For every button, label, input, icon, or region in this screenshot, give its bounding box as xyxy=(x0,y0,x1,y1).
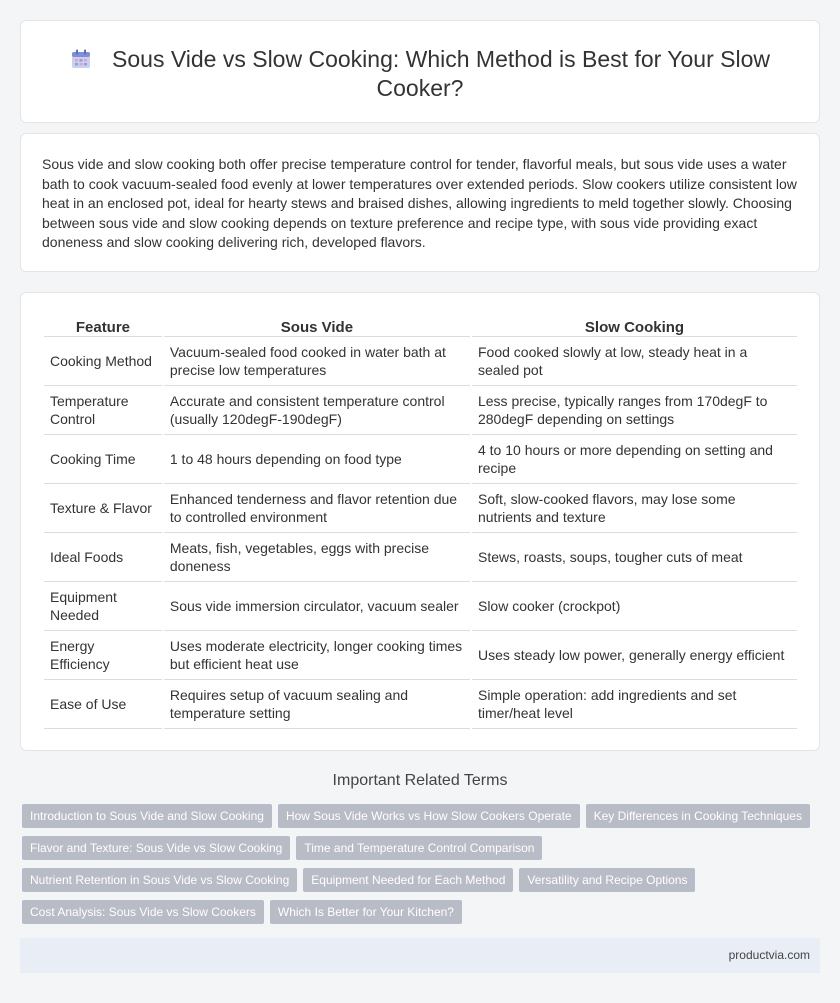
comparison-table-card xyxy=(20,292,820,751)
related-term-tag[interactable]: Nutrient Retention in Sous Vide vs Slow Cooking xyxy=(22,868,297,892)
page-title: Sous Vide vs Slow Cooking: Which Method is Best for Your Slow Cooker? xyxy=(112,46,770,101)
sous-vide-cell: Vacuum-sealed food cooked in water bath at precise low temperatures xyxy=(164,337,470,386)
table-row xyxy=(44,435,797,484)
feature-cell: Ideal Foods xyxy=(44,533,162,582)
sous-vide-cell: 1 to 48 hours depending on food type xyxy=(164,435,470,484)
feature-cell: Equipment Needed xyxy=(44,582,162,631)
sous-vide-cell: Meats, fish, vegetables, eggs with precise doneness xyxy=(164,533,470,582)
related-term-tag[interactable]: Key Differences in Cooking Techniques xyxy=(586,804,810,828)
table-row xyxy=(44,533,797,582)
table-row xyxy=(44,631,797,680)
related-term-tag[interactable]: Cost Analysis: Sous Vide vs Slow Cookers xyxy=(22,900,264,924)
header-slow-cooking: Slow Cooking xyxy=(472,313,797,337)
slow-cooking-cell: Slow cooker (crockpot) xyxy=(472,582,797,631)
footer-site-link[interactable]: productvia.com xyxy=(728,948,810,962)
sous-vide-cell: Uses moderate electricity, longer cooking times but efficient heat use xyxy=(164,631,470,680)
feature-cell: Texture & Flavor xyxy=(44,484,162,533)
related-term-tag[interactable]: Versatility and Recipe Options xyxy=(519,868,695,892)
sous-vide-cell: Requires setup of vacuum sealing and temperature setting xyxy=(164,680,470,729)
tag-row xyxy=(22,836,822,868)
table-row xyxy=(44,386,797,435)
table-row xyxy=(44,337,797,386)
intro-card xyxy=(20,133,820,272)
slow-cooking-cell: Uses steady low power, generally energy efficient xyxy=(472,631,797,680)
tag-row xyxy=(22,868,822,900)
feature-cell: Energy Efficiency xyxy=(44,631,162,680)
comparison-table xyxy=(42,313,799,729)
slow-cooking-cell: Less precise, typically ranges from 170degF to 280degF depending on settings xyxy=(472,386,797,435)
feature-cell: Cooking Time xyxy=(44,435,162,484)
header-card xyxy=(20,20,820,123)
related-term-tag[interactable]: Equipment Needed for Each Method xyxy=(303,868,513,892)
related-term-tag[interactable]: Time and Temperature Control Comparison xyxy=(296,836,542,860)
sous-vide-cell: Enhanced tenderness and flavor retention due to controlled environment xyxy=(164,484,470,533)
slow-cooking-cell: Soft, slow-cooked flavors, may lose some nutrients and texture xyxy=(472,484,797,533)
related-term-tag[interactable]: Flavor and Texture: Sous Vide vs Slow Cooking xyxy=(22,836,290,860)
slow-cooking-cell: Stews, roasts, soups, tougher cuts of meat xyxy=(472,533,797,582)
related-term-tag[interactable]: Which Is Better for Your Kitchen? xyxy=(270,900,462,924)
related-term-tag[interactable]: How Sous Vide Works vs How Slow Cookers Operate xyxy=(278,804,580,828)
sous-vide-cell: Sous vide immersion circulator, vacuum sealer xyxy=(164,582,470,631)
related-terms-tags xyxy=(22,804,822,932)
table-header-row xyxy=(44,313,797,337)
sous-vide-cell: Accurate and consistent temperature control (usually 120degF-190degF) xyxy=(164,386,470,435)
feature-cell: Temperature Control xyxy=(44,386,162,435)
header-sous-vide: Sous Vide xyxy=(164,313,470,337)
table-row xyxy=(44,582,797,631)
feature-cell: Cooking Method xyxy=(44,337,162,386)
related-terms-title: Important Related Terms xyxy=(332,772,508,789)
tag-row xyxy=(22,900,822,932)
footer xyxy=(20,938,820,973)
feature-cell: Ease of Use xyxy=(44,680,162,729)
tag-row xyxy=(22,804,822,836)
table-row xyxy=(44,484,797,533)
related-term-tag[interactable]: Introduction to Sous Vide and Slow Cooking xyxy=(22,804,272,828)
slow-cooking-cell: Food cooked slowly at low, steady heat in a sealed pot xyxy=(472,337,797,386)
title-wrap xyxy=(61,45,779,103)
slow-cooking-cell: 4 to 10 hours or more depending on setting and recipe xyxy=(472,435,797,484)
header-feature: Feature xyxy=(44,313,162,337)
slow-cooking-cell: Simple operation: add ingredients and set timer/heat level xyxy=(472,680,797,729)
calendar-icon xyxy=(70,48,92,70)
intro-paragraph: Sous vide and slow cooking both offer precise temperature control for tender, flavorful meals, but sous vide uses a water bath to cook vacuum-sealed food evenly at lower temperatures over extended periods. Slow cookers utilize consistent low heat in an enclosed pot, ideal for hearty stews and braised dishes, allowing ingredients to meld together slowly. Choosing between sous vide and slow cooking depends on texture preference and recipe type, with sous vide providing exact doneness and slow cooking delivering rich, developed flavors. xyxy=(42,156,797,251)
table-row xyxy=(44,680,797,729)
